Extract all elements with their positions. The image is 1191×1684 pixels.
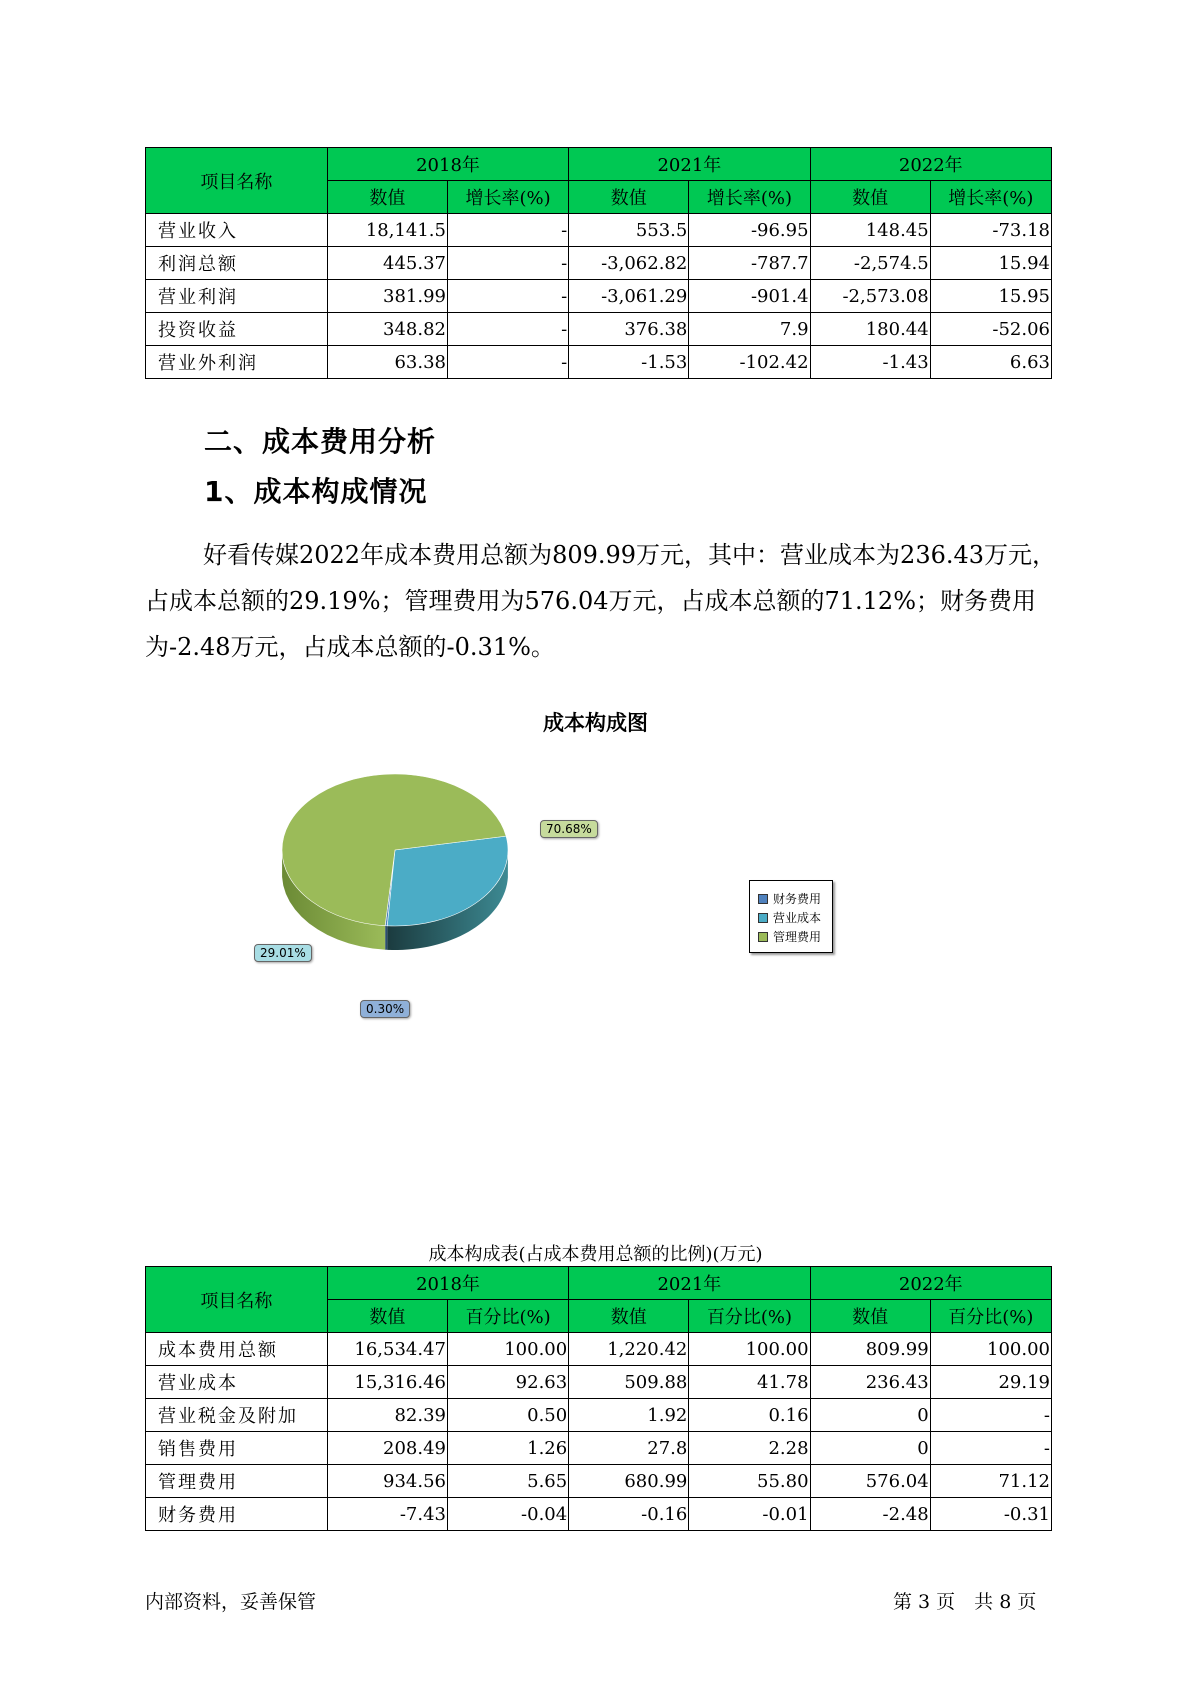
header-year-2021: 2021年: [569, 148, 810, 181]
table-cell: -787.7: [689, 247, 810, 280]
row-label: 成本费用总额: [146, 1333, 328, 1366]
chart-legend: [749, 880, 833, 953]
table-row: [146, 1366, 1052, 1399]
header-value: 数值: [569, 181, 689, 214]
row-label: 销售费用: [146, 1432, 328, 1465]
table-cell: 15,316.46: [327, 1366, 447, 1399]
table-cell: 148.45: [810, 214, 930, 247]
slice-label-finance: 0.30%: [360, 1000, 410, 1018]
cost-paragraph: 好看传媒2022年成本费用总额为809.99万元，其中：营业成本为236.43万元，占成本总额的29.19%；管理费用为576.04万元，占成本总额的71.12%；财务费用为-2.48万元，占成本总额的-0.31%。: [145, 541, 1057, 661]
table-cell: 100.00: [930, 1333, 1051, 1366]
header-year-2022: 2022年: [810, 1267, 1051, 1300]
table-cell: 6.63: [930, 346, 1051, 379]
table-row: [146, 1399, 1052, 1432]
legend-item-management: [758, 927, 832, 946]
row-label: 营业收入: [146, 214, 328, 247]
table-cell: 41.78: [689, 1366, 810, 1399]
table-row: [146, 1432, 1052, 1465]
header-year-2021: 2021年: [569, 1267, 810, 1300]
table-cell: 381.99: [327, 280, 447, 313]
row-label: 利润总额: [146, 247, 328, 280]
table-cell: 100.00: [447, 1333, 568, 1366]
table-cell: -0.04: [447, 1498, 568, 1531]
table-row: [146, 1498, 1052, 1531]
table-cell: 576.04: [810, 1465, 930, 1498]
table-cell: 0: [810, 1399, 930, 1432]
table-cell: 82.39: [327, 1399, 447, 1432]
table-cell: -: [447, 280, 568, 313]
table-cell: 1,220.42: [569, 1333, 689, 1366]
table-cell: 29.19: [930, 1366, 1051, 1399]
table-cell: -52.06: [930, 313, 1051, 346]
table-cell: -901.4: [689, 280, 810, 313]
table-cell: 680.99: [569, 1465, 689, 1498]
header-value: 数值: [327, 1300, 447, 1333]
table-cell: 0.50: [447, 1399, 568, 1432]
legend-label: 财务费用: [773, 892, 822, 906]
table-cell: -3,062.82: [569, 247, 689, 280]
table-cell: 236.43: [810, 1366, 930, 1399]
table-cell: -: [447, 214, 568, 247]
header-growth: 增长率(%): [930, 181, 1051, 214]
legend-swatch: [758, 894, 768, 904]
section-heading: 二、成本费用分析: [204, 425, 437, 458]
pie-slice-finance-side: [385, 926, 387, 950]
cost-structure-table-body: [146, 1333, 1052, 1531]
row-label: 营业成本: [146, 1366, 328, 1399]
table-cell: 27.8: [569, 1432, 689, 1465]
header-percent: 百分比(%): [447, 1300, 568, 1333]
table-cell: -1.43: [810, 346, 930, 379]
table-cell: -0.01: [689, 1498, 810, 1531]
legend-swatch: [758, 913, 768, 923]
pie-slices: [282, 774, 508, 926]
table-row: [146, 280, 1052, 313]
slice-label-operating-cost: 29.01%: [254, 944, 312, 962]
footer-page-number: 第 3 页 共 8 页: [893, 1591, 1037, 1613]
table-cell: -0.16: [569, 1498, 689, 1531]
profit-table: [145, 147, 1052, 379]
table-cell: 376.38: [569, 313, 689, 346]
table-cell: -2,574.5: [810, 247, 930, 280]
cost-structure-table: [145, 1266, 1052, 1531]
table-cell: -73.18: [930, 214, 1051, 247]
header-value: 数值: [810, 181, 930, 214]
slice-label-management: 70.68%: [540, 820, 598, 838]
table-cell: 1.92: [569, 1399, 689, 1432]
legend-label: 营业成本: [773, 911, 822, 925]
table-cell: -1.53: [569, 346, 689, 379]
table-cell: 16,534.47: [327, 1333, 447, 1366]
table-caption: 成本构成表(占成本费用总额的比例)(万元): [428, 1244, 763, 1265]
table-cell: 18,141.5: [327, 214, 447, 247]
table-cell: 63.38: [327, 346, 447, 379]
table-cell: 445.37: [327, 247, 447, 280]
row-label: 管理费用: [146, 1465, 328, 1498]
table-cell: -2.48: [810, 1498, 930, 1531]
table-cell: 509.88: [569, 1366, 689, 1399]
table-cell: 100.00: [689, 1333, 810, 1366]
table-cell: -: [930, 1432, 1051, 1465]
header-value: 数值: [569, 1300, 689, 1333]
table-cell: 5.65: [447, 1465, 568, 1498]
legend-item-operating-cost: [758, 908, 832, 927]
table-cell: 1.26: [447, 1432, 568, 1465]
header-year-2018: 2018年: [327, 148, 568, 181]
row-label: 投资收益: [146, 313, 328, 346]
table-cell: 809.99: [810, 1333, 930, 1366]
table-cell: 208.49: [327, 1432, 447, 1465]
table-cell: 92.63: [447, 1366, 568, 1399]
header-year-2022: 2022年: [810, 148, 1051, 181]
table-cell: -7.43: [327, 1498, 447, 1531]
header-growth: 增长率(%): [447, 181, 568, 214]
row-label: 营业利润: [146, 280, 328, 313]
header-item-name: 项目名称: [146, 148, 328, 214]
header-item-name: 项目名称: [146, 1267, 328, 1333]
header-growth: 增长率(%): [689, 181, 810, 214]
table-cell: 2.28: [689, 1432, 810, 1465]
row-label: 营业外利润: [146, 346, 328, 379]
table-cell: 180.44: [810, 313, 930, 346]
table-cell: 0: [810, 1432, 930, 1465]
table-cell: 0.16: [689, 1399, 810, 1432]
table-cell: 55.80: [689, 1465, 810, 1498]
table-cell: 71.12: [930, 1465, 1051, 1498]
table-cell: -: [447, 346, 568, 379]
table-cell: 15.94: [930, 247, 1051, 280]
legend-item-finance: [758, 889, 832, 908]
table-cell: -2,573.08: [810, 280, 930, 313]
header-value: 数值: [810, 1300, 930, 1333]
header-value: 数值: [327, 181, 447, 214]
header-percent: 百分比(%): [930, 1300, 1051, 1333]
table-cell: -3,061.29: [569, 280, 689, 313]
table-cell: -0.31: [930, 1498, 1051, 1531]
table-cell: 15.95: [930, 280, 1051, 313]
table-row: [146, 346, 1052, 379]
table-cell: -102.42: [689, 346, 810, 379]
table-cell: -: [447, 247, 568, 280]
footer-confidential: 内部资料，妥善保管: [145, 1591, 317, 1613]
header-year-2018: 2018年: [327, 1267, 568, 1300]
legend-swatch: [758, 932, 768, 942]
table-row: [146, 247, 1052, 280]
table-row: [146, 1465, 1052, 1498]
row-label: 财务费用: [146, 1498, 328, 1531]
table-cell: 7.9: [689, 313, 810, 346]
row-label: 营业税金及附加: [146, 1399, 328, 1432]
profit-table-body: [146, 214, 1052, 379]
table-cell: 348.82: [327, 313, 447, 346]
table-cell: 553.5: [569, 214, 689, 247]
pie-chart: [230, 770, 590, 1030]
table-cell: -: [447, 313, 568, 346]
table-row: [146, 214, 1052, 247]
chart-title: 成本构成图: [543, 711, 648, 735]
table-cell: -96.95: [689, 214, 810, 247]
table-row: [146, 313, 1052, 346]
header-percent: 百分比(%): [689, 1300, 810, 1333]
sub-heading: 1、成本构成情况: [204, 475, 428, 508]
legend-label: 管理费用: [773, 930, 822, 944]
table-cell: -: [930, 1399, 1051, 1432]
table-cell: 934.56: [327, 1465, 447, 1498]
table-row: [146, 1333, 1052, 1366]
